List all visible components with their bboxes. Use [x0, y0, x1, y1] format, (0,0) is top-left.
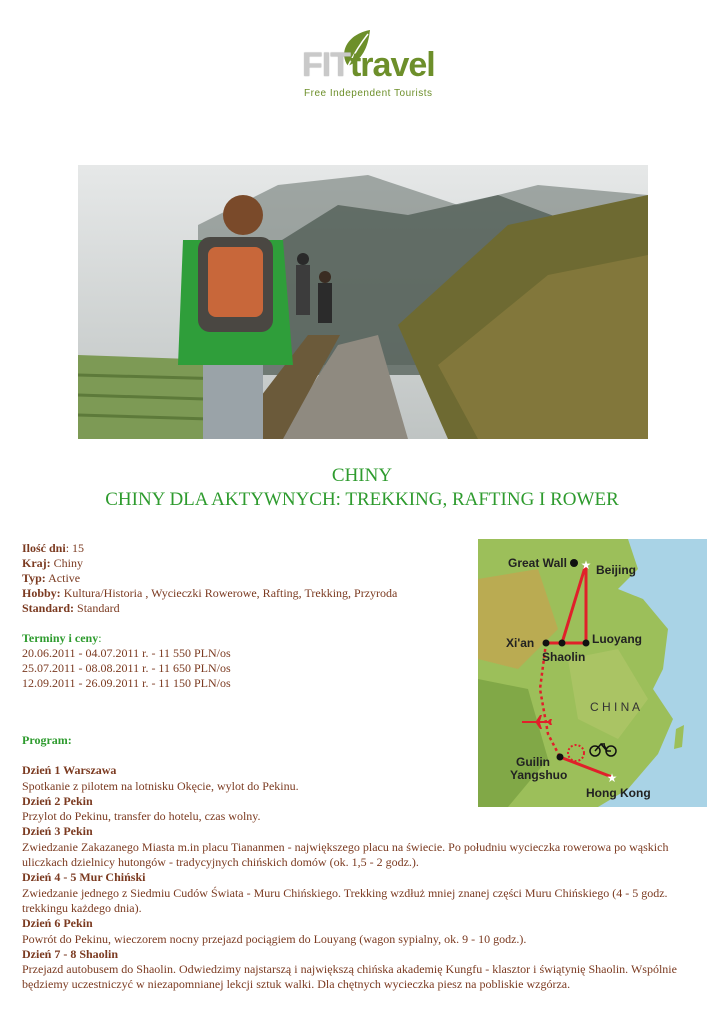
svg-text:★: ★ [580, 558, 592, 572]
logo-fit: FIT [302, 46, 350, 84]
logo-wordmark [302, 46, 435, 85]
map-label-great-wall: Great Wall [508, 556, 567, 570]
info-hobby-label: Hobby: [22, 586, 61, 600]
info-hobby-value: Kultura/Historia , Wycieczki Rowerowe, Rafting, Trekking, Przyroda [63, 586, 398, 600]
title-country: CHINY [331, 465, 393, 486]
day-title: Dzień 2 Pekin [22, 793, 93, 808]
map-label-luoyang: Luoyang [592, 632, 642, 646]
map-label-china: C H I N A [590, 700, 641, 714]
info-type-value: Active [48, 571, 81, 585]
map-label-yangshuo: Yangshuo [510, 768, 568, 782]
info-hobby [22, 586, 462, 601]
day-text: Przejazd autobusem do Shaolin. Odwiedzimy najstarszą i największą chińska akademię Kungfu - klasztor i świątynię Shaolin. Wspólnie będziemy uczestniczyć w niezapomnianej lekcji sztuk walki. Dla chętnych wycieczka piesz na pobliskie wzgórza. [22, 962, 677, 992]
day-title: Dzień 4 - 5 Mur Chiński [22, 870, 146, 885]
day-text: Powrót do Pekinu, wieczorem nocny przejazd pociągiem do Louyang (wagon sypialny, ok. 9 - 10 godz.). [22, 931, 527, 946]
program [22, 733, 712, 993]
logo-tagline: Free Independent Tourists [304, 88, 433, 99]
map-label-guilin: Guilin [516, 755, 550, 769]
day-text: Spotkanie z pilotem na lotnisku Okęcie, wylot do Pekinu. [22, 778, 299, 793]
day-title: Dzień 3 Pekin [22, 824, 93, 839]
map-label-shaolin: Shaolin [542, 650, 586, 664]
map-label-beijing: Beijing [596, 563, 637, 577]
date-item: 12.09.2011 - 26.09.2011 r. - 11 150 PLN/os [22, 676, 231, 690]
dates-heading: Terminy i ceny: [22, 631, 102, 645]
info-type [22, 571, 462, 586]
info-type-label: Typ: [22, 571, 46, 585]
info-days: Ilość dni: 15 [22, 541, 85, 555]
day-title: Dzień 1 Warszawa [22, 763, 117, 778]
info-days-label: Ilość dni [22, 541, 66, 555]
title-trip: CHINY DLA AKTYWNYCH: TREKKING, RAFTING I ROWER [105, 489, 619, 510]
hero-photo [78, 165, 648, 439]
day-title: Dzień 6 Pekin [22, 916, 93, 931]
info-country [22, 556, 462, 571]
info-standard-value: Standard [77, 601, 120, 615]
program-heading: Program: [22, 733, 72, 747]
date-item: 20.06.2011 - 04.07.2011 r. - 11 550 PLN/os [22, 646, 231, 660]
trip-info [22, 541, 462, 691]
svg-text:★: ★ [606, 771, 618, 785]
title-block [0, 464, 724, 512]
day-text: Zwiedzanie jednego z Siedmiu Cudów Świata - Muru Chińskiego. Trekking wzdłuż mniej znanej części Muru Chińskiego (4 - 5 godz. trekkingu każdego dnia). [22, 885, 668, 915]
trekking-photo-illustration [78, 165, 648, 439]
map-label-xian: Xi'an [506, 636, 535, 650]
map-label-hong-kong: Hong Kong [586, 786, 651, 800]
info-country-value: Chiny [53, 556, 83, 570]
day-text: Przylot do Pekinu, transfer do hotelu, czas wolny. [22, 809, 261, 824]
info-days-value: 15 [72, 541, 85, 555]
info-standard [22, 601, 462, 616]
info-country-label: Kraj: [22, 556, 51, 570]
date-item: 25.07.2011 - 08.08.2011 r. - 11 650 PLN/os [22, 661, 231, 675]
fit-travel-logo [300, 28, 435, 106]
day-text: Zwiedzanie Zakazanego Miasta m.in placu Tiananmen - największego placu na świecie. Po południu wycieczka rowerowa po wąskich uliczkach dzielnicy hutongów - tradycyjnych chińskich domów (ok. 1,5 - 2 godz.). [22, 839, 669, 870]
day-title: Dzień 7 - 8 Shaolin [22, 946, 119, 961]
logo-travel: travel [349, 46, 435, 84]
info-standard-label: Standard: [22, 601, 75, 615]
